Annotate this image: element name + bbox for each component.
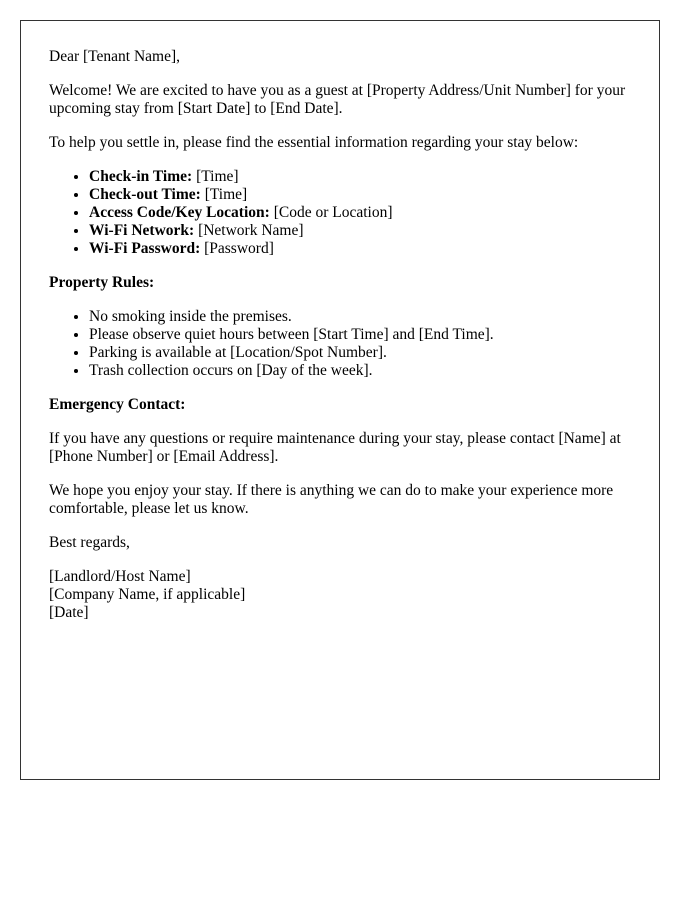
list-item <box>89 240 631 258</box>
emergency-heading <box>49 396 631 414</box>
essential-value: [Time] <box>204 186 248 203</box>
rules-list <box>49 308 631 380</box>
list-item <box>89 204 631 222</box>
signature-block <box>49 568 631 622</box>
rules-heading <box>49 274 631 292</box>
essential-value: [Code or Location] <box>273 204 393 221</box>
essential-value: [Password] <box>204 240 274 257</box>
list-item: • Please observe quiet hours between [Start Time] and [End Time]. <box>89 326 631 344</box>
emergency-paragraph: If you have any questions or require maintenance during your stay, please contact [Name] at [Phone Number] or [Email Address]. <box>49 430 621 465</box>
list-item: • Parking is available at [Location/Spot Number]. <box>89 344 631 362</box>
list-item <box>89 222 631 240</box>
signature-company: [Company Name, if applicable] <box>49 586 246 603</box>
emergency-heading-text: Emergency Contact: <box>49 396 186 413</box>
essential-label: Check-in Time: <box>89 168 193 185</box>
list-item: • No smoking inside the premises. <box>89 308 631 326</box>
info-intro-paragraph: To help you settle in, please find the essential information regarding your stay below: <box>49 134 579 151</box>
signature-date: [Date] <box>49 604 89 621</box>
closing-paragraph: We hope you enjoy your stay. If there is anything we can do to make your experience more comfortable, please let us know. <box>49 482 614 517</box>
rules-heading-text: Property Rules: <box>49 274 155 291</box>
greeting: Dear [Tenant Name], <box>49 48 181 65</box>
essential-label: Check-out Time: <box>89 186 201 203</box>
essential-value: [Network Name] <box>198 222 304 239</box>
intro-paragraph: Welcome! We are excited to have you as a guest at [Property Address/Unit Number] for your upcoming stay from [Start Date] to [End Date]. <box>49 82 626 117</box>
essential-value: [Time] <box>196 168 239 185</box>
essential-label: Access Code/Key Location: <box>89 204 270 221</box>
letter-page <box>20 20 660 780</box>
signature-name: [Landlord/Host Name] <box>49 568 191 585</box>
essentials-list <box>49 168 631 258</box>
list-item <box>89 168 631 186</box>
list-item <box>89 186 631 204</box>
essential-label: Wi-Fi Password: <box>89 240 201 257</box>
essential-label: Wi-Fi Network: <box>89 222 195 239</box>
signoff: Best regards, <box>49 534 130 551</box>
list-item: • Trash collection occurs on [Day of the week]. <box>89 362 631 380</box>
